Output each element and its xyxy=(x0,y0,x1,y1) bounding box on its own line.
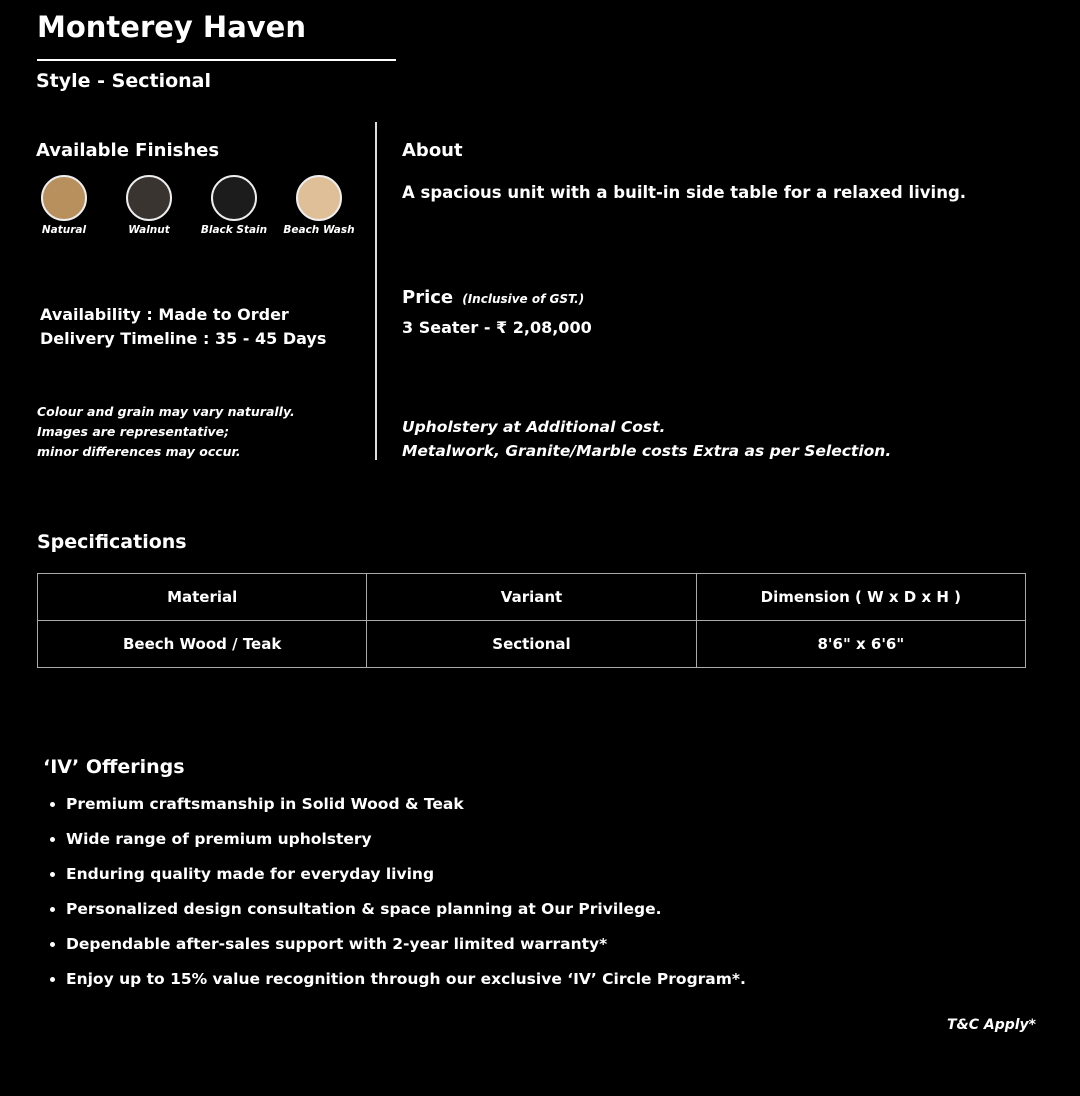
availability: Availability : Made to Order xyxy=(40,305,289,324)
about-text: A spacious unit with a built-in side table for a relaxed living. xyxy=(402,183,967,202)
price-heading: Price xyxy=(402,287,454,308)
title-divider xyxy=(37,59,396,61)
note-line: Metalwork, Granite/Marble costs Extra as per Selection. xyxy=(402,442,892,460)
finish-label: Walnut xyxy=(128,224,170,236)
finish-swatch xyxy=(211,175,257,221)
price-value: 3 Seater - ₹ 2,08,000 xyxy=(402,318,592,337)
about-heading: About xyxy=(402,140,463,161)
product-title: Monterey Haven xyxy=(37,10,306,44)
finish-label: Beach Wash xyxy=(283,224,355,236)
disclaimer-line: minor differences may occur. xyxy=(37,444,241,459)
delivery-timeline: Delivery Timeline : 35 - 45 Days xyxy=(40,329,327,348)
finish-swatch xyxy=(296,175,342,221)
cell-variant: Sectional xyxy=(367,621,696,668)
terms-note: T&C Apply* xyxy=(946,1017,1036,1033)
list-item: • Enjoy up to 15% value recognition through our exclusive ‘IV’ Circle Program*. xyxy=(66,970,746,1005)
list-item: • Wide range of premium upholstery xyxy=(66,830,746,865)
finishes-heading: Available Finishes xyxy=(36,140,220,161)
header-variant: Variant xyxy=(367,574,696,621)
finish-swatch xyxy=(41,175,87,221)
header-material: Material xyxy=(38,574,367,621)
finish-swatch xyxy=(126,175,172,221)
list-item: • Premium craftsmanship in Solid Wood & Teak xyxy=(66,795,746,830)
finish-label: Black Stain xyxy=(200,224,268,236)
table-row xyxy=(38,621,1026,668)
finish-label: Natural xyxy=(41,224,87,236)
offerings-list xyxy=(44,795,746,1005)
column-divider xyxy=(375,122,377,460)
note-line: Upholstery at Additional Cost. xyxy=(402,418,666,436)
list-item: • Personalized design consultation & space planning at Our Privilege. xyxy=(66,900,746,935)
header-dimension: Dimension ( W x D x H ) xyxy=(696,574,1025,621)
price-note: (Inclusive of GST.) xyxy=(462,292,585,306)
cell-dimension: 8'6" x 6'6" xyxy=(696,621,1025,668)
specifications-table xyxy=(37,573,1026,668)
specifications-heading: Specifications xyxy=(37,531,187,553)
table-header-row xyxy=(38,574,1026,621)
cell-material: Beech Wood / Teak xyxy=(38,621,367,668)
list-item: • Enduring quality made for everyday living xyxy=(66,865,746,900)
disclaimer-line: Images are representative; xyxy=(37,424,230,439)
list-item: • Dependable after-sales support with 2-year limited warranty* xyxy=(66,935,746,970)
disclaimer-line: Colour and grain may vary naturally. xyxy=(37,404,295,419)
offerings-heading: ‘IV’ Offerings xyxy=(43,756,185,778)
style-label: Style - Sectional xyxy=(36,70,212,92)
